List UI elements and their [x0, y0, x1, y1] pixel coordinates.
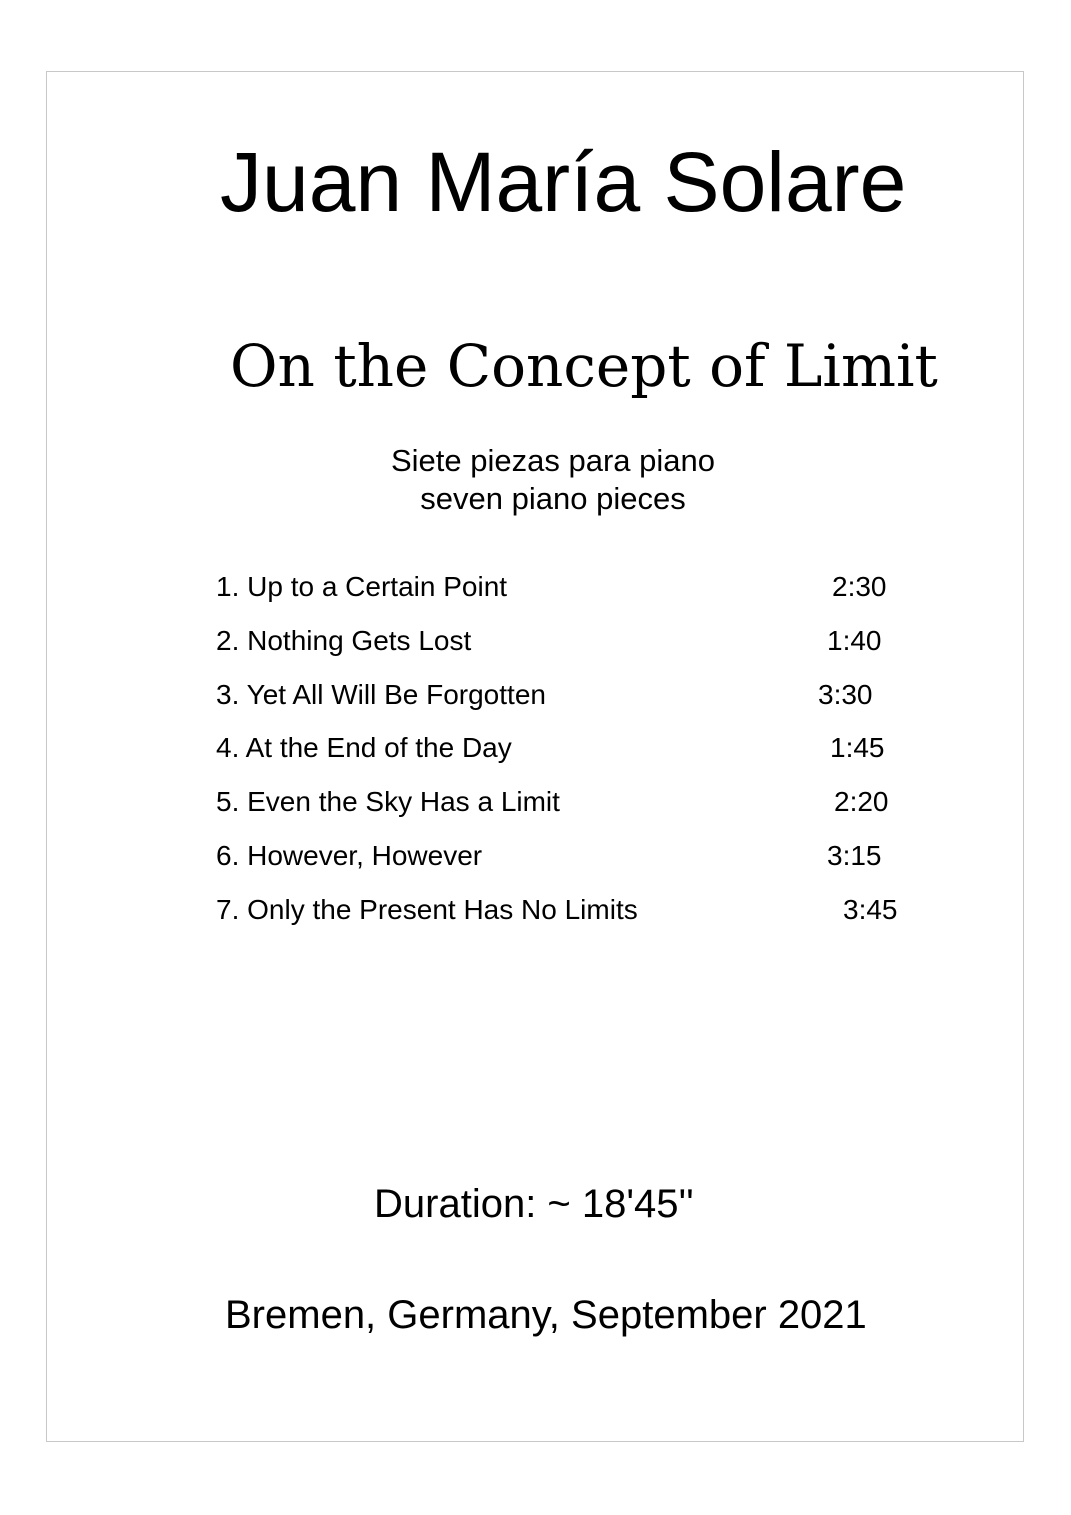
- track-item: [216, 622, 936, 676]
- total-duration: Duration: ~ 18'45'': [374, 1182, 694, 1226]
- composer-name: Juan María Solare: [220, 135, 907, 229]
- track-duration: 1:45: [830, 732, 885, 764]
- track-item: [216, 783, 936, 837]
- track-title: 1. Up to a Certain Point: [216, 571, 508, 602]
- track-item: [216, 891, 936, 945]
- track-title: 2. Nothing Gets Lost: [216, 624, 472, 656]
- track-duration: 3:30: [818, 678, 873, 710]
- work-title: On the Concept of Limit: [230, 332, 938, 400]
- track-list: [216, 568, 936, 945]
- track-item: [216, 568, 936, 622]
- subtitle-spanish: Siete piezas para piano: [390, 443, 715, 478]
- subtitle-english: seven piano pieces: [420, 481, 686, 516]
- track-duration: 3:45: [843, 893, 898, 925]
- track-item: [216, 837, 936, 891]
- track-duration: 1:40: [827, 624, 882, 656]
- place-and-date: Bremen, Germany, September 2021: [225, 1293, 867, 1337]
- track-item: [216, 729, 936, 783]
- track-title: 6. However, However: [216, 839, 483, 871]
- track-title: 3. Yet All Will Be Forgotten: [216, 678, 546, 710]
- track-title: 4. At the End of the Day: [216, 732, 512, 764]
- track-duration: 2:20: [834, 786, 889, 818]
- track-item: [216, 676, 936, 730]
- track-duration: 2:30: [832, 571, 887, 602]
- track-title: 5. Even the Sky Has a Limit: [216, 786, 560, 818]
- track-title: 7. Only the Present Has No Limits: [216, 893, 638, 925]
- track-duration: 3:15: [827, 839, 882, 871]
